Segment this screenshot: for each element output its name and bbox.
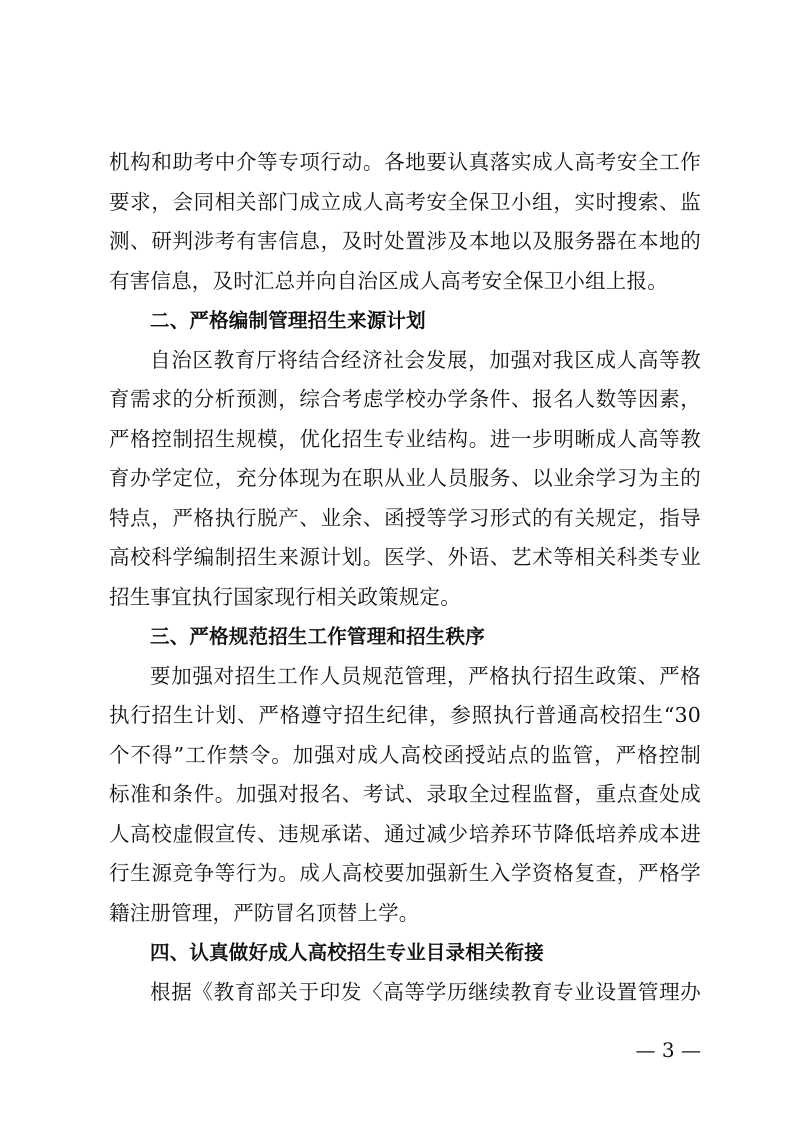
text-line: 要加强对招生工作人员规范管理，严格执行招生政策、严格 (150, 663, 701, 688)
text-line: 要求，会同相关部门成立成人高考安全保卫小组，实时搜索、监 (109, 189, 701, 214)
text-line: 根据《教育部关于印发〈高等学历继续教育专业设置管理办 (150, 979, 701, 1004)
text-line: 高校科学编制招生来源计划。医学、外语、艺术等相关科类专业 (109, 545, 701, 569)
text-line: 有害信息，及时汇总并向自治区成人高考安全保卫小组上报。 (109, 268, 668, 293)
text-line: 特点，严格执行脱产、业余、函授等学习形式的有关规定，指导 (109, 505, 701, 530)
section-heading: 二、严格编制管理招生来源计划 (150, 309, 426, 332)
section-heading: 三、严格规范招生工作管理和招生秩序 (150, 625, 485, 648)
section-four (109, 933, 701, 1012)
text-line: 机构和助考中介等专项行动。各地要认真落实成人高考安全工作 (109, 150, 701, 174)
text-line: 育需求的分析预测，综合考虑学校办学条件、报名人数等因素， (109, 387, 701, 411)
text-line: 个不得”工作禁令。加强对成人高校函授站点的监管，严格控制 (109, 742, 701, 767)
section-heading: 四、认真做好成人高校招生专业目录相关衔接 (150, 941, 545, 964)
text-line: 严格控制招生规模，优化招生专业结构。进一步明晰成人高等教 (109, 426, 701, 451)
text-line: 标准和条件。加强对报名、考试、录取全过程监督，重点查处成 (109, 782, 701, 806)
text-line: 招生事宜执行国家现行相关政策规定。 (109, 584, 461, 609)
paragraph-continued (109, 143, 701, 301)
page-number: — 3 — (635, 1038, 701, 1062)
text-line: 人高校虚假宣传、违规承诺、通过减少培养环节降低培养成本进 (109, 821, 701, 846)
text-line: 自治区教育厅将结合经济社会发展，加强对我区成人高等教 (150, 347, 701, 372)
text-line: 育办学定位，充分体现为在职从业人员服务、以业余学习为主的 (109, 466, 701, 490)
text-line: 行生源竞争等行为。成人高校要加强新生入学资格复查，严格学 (109, 861, 701, 885)
section-three (109, 617, 701, 933)
text-line: 籍注册管理，严防冒名顶替上学。 (109, 900, 420, 925)
section-two (109, 301, 701, 617)
text-line: 测、研判涉考有害信息，及时处置涉及本地以及服务器在本地的 (109, 229, 701, 253)
text-line: 执行招生计划、严格遵守招生纪律，参照执行普通高校招生“30 (109, 703, 701, 727)
document-body (109, 143, 701, 1012)
